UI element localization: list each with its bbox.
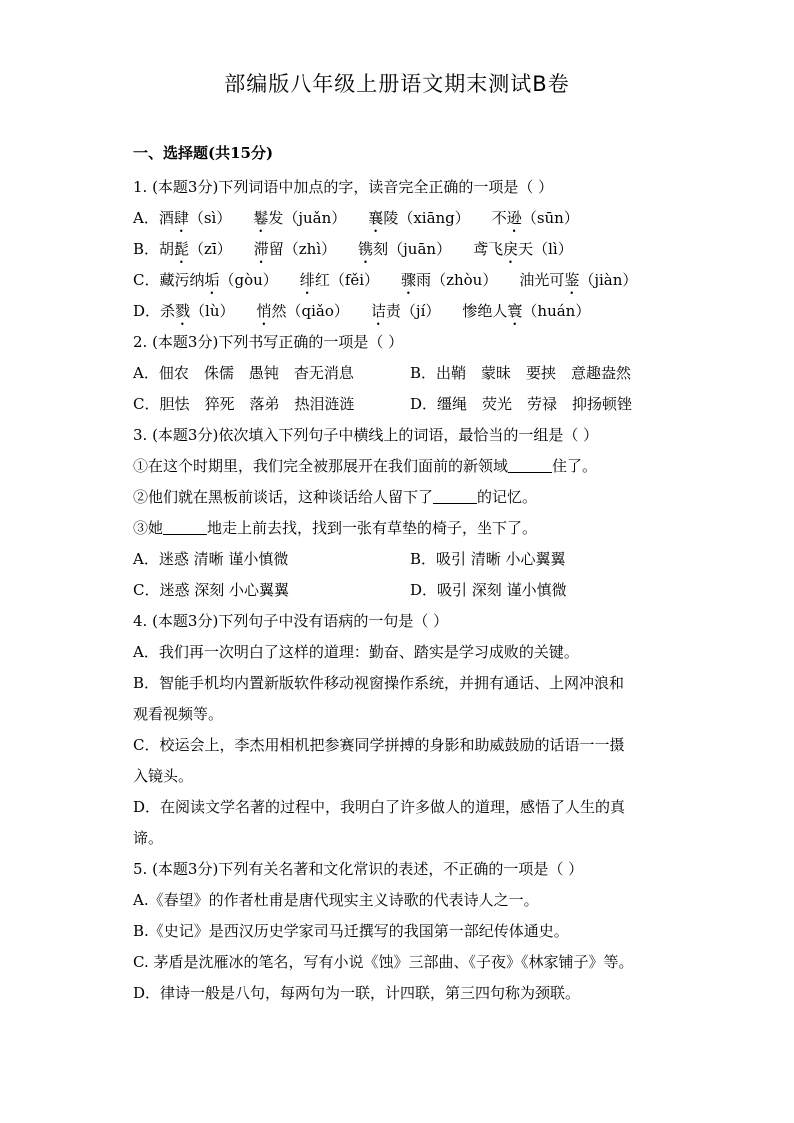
question-5-stem: 5. (本题3分)下列有关名著和文化常识的表述，不正确的一项是（ ） — [133, 860, 584, 878]
page-title: 部编版八年级上册语文期末测试B卷 — [224, 72, 570, 96]
question-2-options-row — [133, 358, 673, 389]
question-4-option-d: D．在阅读文学名著的过程中，我明白了许多做人的道理，感悟了人生的真 — [133, 798, 626, 816]
question-4-option-b-cont: 观看视频等。 — [133, 705, 224, 723]
question-1-option-a — [133, 203, 673, 234]
question-4-option-c-cont: 入镜头。 — [133, 767, 194, 785]
question-5-option-a: A.《春望》的作者杜甫是唐代现实主义诗歌的代表诗人之一。 — [133, 891, 539, 909]
pinyin-item: 鬈发（juǎn） — [253, 209, 347, 227]
question-5-option-b: B.《史记》是西汉历史学家司马迁撰写的我国第一部纪传体通史。 — [133, 922, 569, 940]
question-2-option-c: C．胆怯 猝死 落弟 热泪涟涟 — [133, 395, 355, 413]
question-3-option-d: D．吸引 深刻 谨小慎微 — [410, 581, 567, 599]
question-3-sentence-3: ③她 地走上前去找，找到一张有草垫的椅子，坐下了。 — [133, 513, 673, 544]
question-1-option-c — [133, 265, 673, 296]
pinyin-item: 骤雨（zhòu） — [401, 271, 498, 289]
question-3-options-row — [133, 544, 673, 575]
pinyin-item: 惨绝人寰（huán） — [462, 302, 591, 320]
pinyin-item: C．藏污纳垢（gòu） — [133, 271, 278, 289]
exam-content — [133, 140, 673, 1009]
question-4-stem: 4. (本题3分)下列句子中没有语病的一句是（ ） — [133, 612, 449, 630]
question-4-option-d-cont: 谛。 — [133, 829, 164, 847]
question-3-sentence-2: ②他们就在黑板前谈话，这种谈话给人留下了 的记忆。 — [133, 482, 673, 513]
question-3-sentence-1: ①在这个时期里，我们完全被那展开在我们面前的新领域 住了。 — [133, 451, 673, 482]
question-3-option-a: A．迷惑 清晰 谨小慎微 — [133, 550, 289, 568]
pinyin-item: 绯红（fěi） — [299, 271, 380, 289]
question-2-option-a: A．佃农 侏儒 愚钝 杳无消息 — [133, 364, 354, 382]
question-4-option-b: B．智能手机均内置新版软件移动视窗操作系统，并拥有通话、上网冲浪和 — [133, 674, 625, 692]
pinyin-item: B．胡髭（zī） — [133, 240, 232, 258]
question-1-option-d — [133, 296, 673, 327]
pinyin-item: 襄陵（xiāng） — [368, 209, 470, 227]
pinyin-item: 滞留（zhì） — [253, 240, 337, 258]
pinyin-item: A．酒肆（sì） — [133, 209, 232, 227]
question-4-option-a: A．我们再一次明白了这样的道理：勤奋、踏实是学习成败的关键。 — [133, 643, 579, 661]
pinyin-item: 镌刻（juān） — [358, 240, 452, 258]
pinyin-item: 鸢飞戾天（lì） — [473, 240, 573, 258]
question-2-option-b: B．出鞘 蒙昧 要挟 意趣盎然 — [410, 364, 632, 382]
question-2-option-d: D．缰绳 荧光 劳禄 抑扬顿锉 — [410, 395, 633, 413]
question-5-option-c: C. 茅盾是沈雁冰的笔名，写有小说《蚀》三部曲、《子夜》《林家铺子》等。 — [133, 953, 634, 971]
question-1-option-b — [133, 234, 673, 265]
question-3-option-c: C．迷惑 深刻 小心翼翼 — [133, 581, 290, 599]
fill-blank — [163, 516, 207, 535]
pinyin-item: D．杀戮（lù） — [133, 302, 235, 320]
question-5-option-d: D．律诗一般是八句，每两句为一联，计四联，第三四句称为颈联。 — [133, 984, 581, 1002]
pinyin-item: 不逊（sūn） — [491, 209, 579, 227]
question-4-option-c: C．校运会上，李杰用相机把参赛同学拼搏的身影和助威鼓励的话语一一摄 — [133, 736, 625, 754]
pinyin-item: 油光可鉴（jiàn） — [519, 271, 638, 289]
question-2-stem: 2. (本题3分)下列书写正确的一项是（ ） — [133, 333, 404, 351]
question-3-options-row — [133, 575, 673, 606]
pinyin-item: 悄然（qiǎo） — [256, 302, 349, 320]
pinyin-item: 诘责（jí） — [370, 302, 441, 320]
section-heading: 一、选择题(共15分) — [133, 144, 274, 162]
question-3-option-b: B．吸引 清晰 小心翼翼 — [410, 550, 566, 568]
question-3-stem: 3. (本题3分)依次填入下列句子中横线上的词语，最恰当的一组是（ ） — [133, 426, 599, 444]
fill-blank — [508, 454, 552, 473]
question-1-stem: 1. (本题3分)下列词语中加点的字，读音完全正确的一项是（ ） — [133, 178, 554, 196]
question-2-options-row — [133, 389, 673, 420]
fill-blank — [433, 485, 477, 504]
